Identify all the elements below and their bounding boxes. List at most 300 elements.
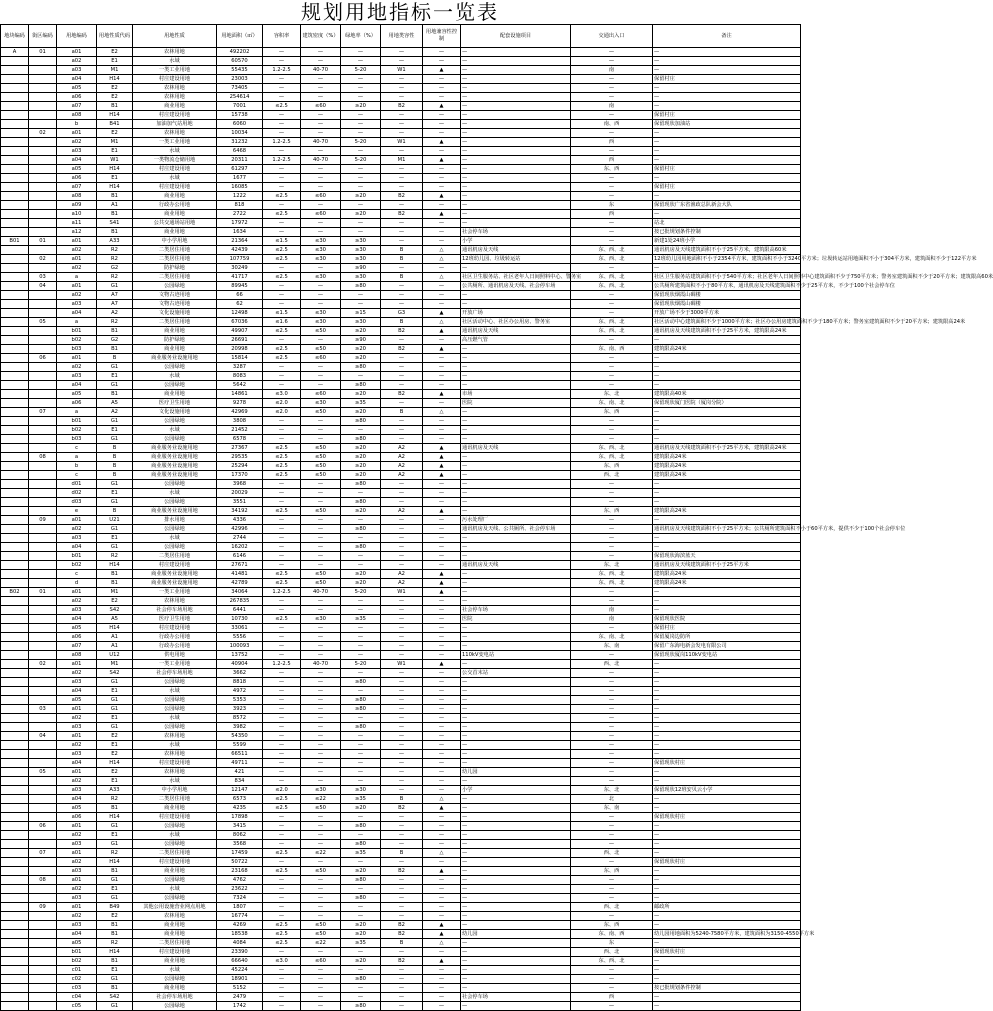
cell-area: 267835 — [217, 597, 263, 606]
cell-green-rate: ≥30 — [341, 273, 381, 282]
cell-land-code: a03 — [57, 894, 97, 903]
cell-compatibility-control: — — [423, 966, 461, 975]
cell-area: 1807 — [217, 903, 263, 912]
cell-remarks: 建筑限高24米 — [653, 462, 801, 471]
table-row — [1, 588, 801, 597]
cell-green-rate: ≥80 — [341, 435, 381, 444]
cell-area: 41481 — [217, 570, 263, 579]
cell-far: — — [263, 57, 301, 66]
cell-remarks: 保留现状12班安贝云小学 — [653, 786, 801, 795]
cell-compatibility-control: △ — [423, 255, 461, 264]
cell-density: — — [301, 750, 341, 759]
cell-remarks: 建筑限高24米 — [653, 570, 801, 579]
cell-area: 12147 — [217, 786, 263, 795]
cell-facilities: 小学 — [461, 786, 571, 795]
cell-land-code: a04 — [57, 615, 97, 624]
cell-access: — — [571, 147, 653, 156]
cell-green-rate: — — [341, 426, 381, 435]
cell-facilities: — — [461, 867, 571, 876]
cell-area: 20998 — [217, 345, 263, 354]
cell-plot-code: B01 — [1, 237, 29, 246]
cell-compatible-type: — — [381, 750, 423, 759]
cell-remarks: — — [653, 264, 801, 273]
cell-area: 6441 — [217, 606, 263, 615]
cell-land-nature: 公园绿地 — [133, 678, 217, 687]
cell-compatibility-control: ▲ — [423, 210, 461, 219]
cell-remarks: — — [653, 840, 801, 849]
cell-compatible-type: — — [381, 489, 423, 498]
cell-access: — — [571, 543, 653, 552]
cell-block-code: 03 — [29, 273, 57, 282]
cell-access: — — [571, 300, 653, 309]
cell-facilities: — — [461, 714, 571, 723]
cell-remarks: 建筑限高24米 — [653, 471, 801, 480]
cell-compatible-type: B — [381, 255, 423, 264]
cell-block-code — [29, 966, 57, 975]
cell-compatible-type: — — [381, 93, 423, 102]
cell-facilities: — — [461, 696, 571, 705]
cell-density: — — [301, 525, 341, 534]
cell-far: — — [263, 525, 301, 534]
cell-access: 北 — [571, 795, 653, 804]
cell-land-nature: 公园绿地 — [133, 696, 217, 705]
cell-land-code: a04 — [57, 687, 97, 696]
cell-far: — — [263, 147, 301, 156]
cell-compatible-type: — — [381, 624, 423, 633]
cell-compatible-type: — — [381, 948, 423, 957]
cell-plot-code — [1, 930, 29, 939]
cell-plot-code — [1, 813, 29, 822]
cell-nature-code: E1 — [97, 372, 133, 381]
cell-access: — — [571, 714, 653, 723]
cell-land-code: b01 — [57, 552, 97, 561]
cell-green-rate: 5-20 — [341, 660, 381, 669]
table-row — [1, 732, 801, 741]
cell-far: ≤1.5 — [263, 237, 301, 246]
cell-compatibility-control: — — [423, 948, 461, 957]
cell-far: — — [263, 768, 301, 777]
cell-compatible-type: — — [381, 651, 423, 660]
cell-land-nature: 公园绿地 — [133, 435, 217, 444]
cell-density: ≤50 — [301, 930, 341, 939]
cell-nature-code: B41 — [97, 120, 133, 129]
cell-green-rate: ≥80 — [341, 678, 381, 687]
cell-land-nature: 商业服务业设施用地 — [133, 471, 217, 480]
cell-green-rate: ≥80 — [341, 723, 381, 732]
cell-compatibility-control: — — [423, 651, 461, 660]
cell-nature-code: A5 — [97, 615, 133, 624]
cell-compatibility-control: — — [423, 489, 461, 498]
cell-area: 1222 — [217, 192, 263, 201]
cell-area: 42996 — [217, 525, 263, 534]
cell-remarks: 保留村庄 — [653, 75, 801, 84]
table-row — [1, 921, 801, 930]
cell-compatible-type: B2 — [381, 867, 423, 876]
cell-far: ≤2.5 — [263, 246, 301, 255]
cell-access: — — [571, 129, 653, 138]
cell-compatible-type: — — [381, 552, 423, 561]
cell-block-code — [29, 147, 57, 156]
cell-far: ≤2.0 — [263, 399, 301, 408]
header-facilities: 配套设施项目 — [461, 25, 571, 48]
table-row — [1, 705, 801, 714]
cell-compatible-type: — — [381, 714, 423, 723]
header-nature-code: 用地性质代码 — [97, 25, 133, 48]
table-row — [1, 471, 801, 480]
cell-area: 4269 — [217, 921, 263, 930]
cell-facilities: 社会停车场 — [461, 228, 571, 237]
table-row — [1, 885, 801, 894]
cell-facilities: — — [461, 381, 571, 390]
cell-far: — — [263, 624, 301, 633]
cell-access: — — [571, 732, 653, 741]
cell-remarks: — — [653, 777, 801, 786]
table-row — [1, 444, 801, 453]
table-row — [1, 201, 801, 210]
cell-facilities: — — [461, 498, 571, 507]
cell-access: 东、北 — [571, 561, 653, 570]
cell-plot-code: B02 — [1, 588, 29, 597]
cell-green-rate: — — [341, 300, 381, 309]
cell-green-rate: ≥15 — [341, 309, 381, 318]
cell-remarks: — — [653, 372, 801, 381]
cell-nature-code: B — [97, 444, 133, 453]
cell-facilities: — — [461, 831, 571, 840]
cell-compatibility-control: — — [423, 813, 461, 822]
cell-land-nature: 二类居住用地 — [133, 255, 217, 264]
cell-compatible-type: — — [381, 543, 423, 552]
table-row — [1, 75, 801, 84]
cell-land-code: a01 — [57, 768, 97, 777]
cell-remarks: — — [653, 939, 801, 948]
cell-far: — — [263, 633, 301, 642]
cell-access: 东、西、北 — [571, 327, 653, 336]
cell-remarks: — — [653, 57, 801, 66]
cell-compatible-type: — — [381, 129, 423, 138]
cell-area: 8818 — [217, 678, 263, 687]
cell-compatibility-control: — — [423, 984, 461, 993]
cell-nature-code: A33 — [97, 786, 133, 795]
cell-green-rate: — — [341, 516, 381, 525]
cell-nature-code: A33 — [97, 237, 133, 246]
cell-density: — — [301, 642, 341, 651]
cell-facilities: 通讯机房及天线 — [461, 327, 571, 336]
cell-block-code — [29, 561, 57, 570]
cell-land-code: a05 — [57, 390, 97, 399]
cell-density: — — [301, 912, 341, 921]
cell-compatibility-control: ▲ — [423, 921, 461, 930]
cell-remarks: 邮政所 — [653, 903, 801, 912]
cell-area: 16085 — [217, 183, 263, 192]
cell-nature-code: G1 — [97, 363, 133, 372]
cell-land-code: a05 — [57, 939, 97, 948]
cell-land-code: a03 — [57, 606, 97, 615]
cell-land-code: b01 — [57, 948, 97, 957]
cell-compatible-type: — — [381, 561, 423, 570]
cell-green-rate: — — [341, 687, 381, 696]
cell-nature-code: A7 — [97, 300, 133, 309]
cell-far: ≤2.0 — [263, 786, 301, 795]
cell-density: — — [301, 948, 341, 957]
cell-land-nature: 二类居住用地 — [133, 849, 217, 858]
cell-land-code: a04 — [57, 381, 97, 390]
cell-area: 42439 — [217, 246, 263, 255]
cell-land-code: b03 — [57, 345, 97, 354]
cell-land-nature: 行政办公用地 — [133, 633, 217, 642]
cell-block-code — [29, 525, 57, 534]
cell-density: — — [301, 498, 341, 507]
cell-density: — — [301, 228, 341, 237]
cell-far: 1.2-2.5 — [263, 156, 301, 165]
cell-facilities: — — [461, 534, 571, 543]
cell-remarks: — — [653, 714, 801, 723]
cell-far: — — [263, 696, 301, 705]
cell-nature-code: A1 — [97, 201, 133, 210]
cell-compatible-type: — — [381, 480, 423, 489]
cell-compatibility-control: ▲ — [423, 453, 461, 462]
cell-land-code: b02 — [57, 336, 97, 345]
cell-compatibility-control: — — [423, 624, 461, 633]
cell-green-rate: ≥20 — [341, 462, 381, 471]
cell-compatibility-control: — — [423, 696, 461, 705]
table-row — [1, 858, 801, 867]
cell-nature-code: E1 — [97, 831, 133, 840]
cell-remarks: 保留厦岗边防所 — [653, 633, 801, 642]
cell-land-code: c — [57, 444, 97, 453]
cell-density: — — [301, 651, 341, 660]
cell-access: — — [571, 678, 653, 687]
cell-compatibility-control: — — [423, 300, 461, 309]
cell-facilities: 通讯机房及天线、公共厕所、社会停车场 — [461, 525, 571, 534]
cell-facilities: 110kV变电站 — [461, 651, 571, 660]
cell-land-code: a03 — [57, 678, 97, 687]
cell-remarks: 建筑限高24米 — [653, 507, 801, 516]
cell-plot-code — [1, 903, 29, 912]
table-row — [1, 660, 801, 669]
cell-nature-code: B1 — [97, 192, 133, 201]
cell-plot-code — [1, 804, 29, 813]
cell-land-code: a03 — [57, 750, 97, 759]
cell-land-code: a02 — [57, 858, 97, 867]
cell-block-code — [29, 669, 57, 678]
cell-area: 54350 — [217, 732, 263, 741]
table-row — [1, 183, 801, 192]
cell-compatible-type: — — [381, 111, 423, 120]
table-row — [1, 264, 801, 273]
cell-remarks: 保留现状村庄 — [653, 858, 801, 867]
cell-block-code — [29, 381, 57, 390]
cell-land-nature: 公园绿地 — [133, 543, 217, 552]
cell-compatibility-control: △ — [423, 408, 461, 417]
cell-land-code: a03 — [57, 867, 97, 876]
cell-facilities: — — [461, 408, 571, 417]
cell-land-nature: 医疗卫生用地 — [133, 399, 217, 408]
cell-far: — — [263, 885, 301, 894]
cell-nature-code: G1 — [97, 525, 133, 534]
cell-far: — — [263, 264, 301, 273]
cell-nature-code: S42 — [97, 606, 133, 615]
cell-plot-code — [1, 120, 29, 129]
cell-remarks: — — [653, 138, 801, 147]
cell-block-code — [29, 912, 57, 921]
table-row — [1, 129, 801, 138]
cell-facilities: 通讯机房及天线 — [461, 561, 571, 570]
table-row — [1, 570, 801, 579]
cell-nature-code: U12 — [97, 651, 133, 660]
cell-compatibility-control: — — [423, 336, 461, 345]
cell-land-nature: 商业用地 — [133, 957, 217, 966]
cell-compatible-type: — — [381, 858, 423, 867]
cell-land-nature: 水域 — [133, 687, 217, 696]
table-row — [1, 354, 801, 363]
cell-remarks: — — [653, 876, 801, 885]
cell-plot-code — [1, 309, 29, 318]
cell-land-code: a05 — [57, 696, 97, 705]
cell-access: 东、西、北 — [571, 318, 653, 327]
cell-remarks: 保留广东海电新会发电有限公司 — [653, 642, 801, 651]
cell-plot-code — [1, 831, 29, 840]
cell-density: — — [301, 174, 341, 183]
cell-remarks: — — [653, 750, 801, 759]
cell-plot-code — [1, 633, 29, 642]
cell-remarks: — — [653, 498, 801, 507]
cell-area: 3662 — [217, 669, 263, 678]
cell-density: ≤22 — [301, 795, 341, 804]
table-row — [1, 831, 801, 840]
cell-land-nature: 农林用地 — [133, 129, 217, 138]
cell-area: 17898 — [217, 813, 263, 822]
header-green-rate: 绿地率（%） — [341, 25, 381, 48]
cell-nature-code: B1 — [97, 957, 133, 966]
cell-block-code — [29, 228, 57, 237]
cell-compatibility-control: ▲ — [423, 66, 461, 75]
cell-density: ≤60 — [301, 390, 341, 399]
cell-nature-code: U21 — [97, 516, 133, 525]
cell-compatible-type: W1 — [381, 138, 423, 147]
cell-facilities: — — [461, 129, 571, 138]
cell-block-code: 08 — [29, 453, 57, 462]
cell-compatibility-control: — — [423, 840, 461, 849]
cell-access: 东、西、北 — [571, 453, 653, 462]
header-access: 交通出入口 — [571, 25, 653, 48]
cell-green-rate: ≥80 — [341, 525, 381, 534]
cell-far: ≤1.6 — [263, 318, 301, 327]
cell-land-code: a03 — [57, 723, 97, 732]
cell-land-nature: 一类工业用地 — [133, 588, 217, 597]
cell-land-nature: 公园绿地 — [133, 1002, 217, 1011]
cell-far: — — [263, 606, 301, 615]
cell-far: — — [263, 84, 301, 93]
cell-land-nature: 公园绿地 — [133, 894, 217, 903]
cell-facilities: 开放广场 — [461, 309, 571, 318]
header-plot-code: 地块编码 — [1, 25, 29, 48]
cell-facilities: — — [461, 138, 571, 147]
cell-green-rate: — — [341, 372, 381, 381]
cell-land-nature: 社会停车场用地 — [133, 993, 217, 1002]
cell-block-code — [29, 264, 57, 273]
cell-block-code — [29, 678, 57, 687]
cell-access: — — [571, 768, 653, 777]
cell-area: 27367 — [217, 444, 263, 453]
cell-remarks: — — [653, 723, 801, 732]
cell-area: 60570 — [217, 57, 263, 66]
cell-area: 492202 — [217, 48, 263, 57]
table-row — [1, 543, 801, 552]
cell-remarks: 保留村庄 — [653, 165, 801, 174]
cell-green-rate: ≥20 — [341, 570, 381, 579]
cell-nature-code: B49 — [97, 903, 133, 912]
cell-facilities: — — [461, 894, 571, 903]
cell-compatibility-control: — — [423, 633, 461, 642]
cell-plot-code — [1, 489, 29, 498]
cell-land-code: a06 — [57, 633, 97, 642]
cell-compatible-type: — — [381, 57, 423, 66]
cell-facilities: — — [461, 489, 571, 498]
cell-nature-code: H14 — [97, 624, 133, 633]
cell-plot-code — [1, 210, 29, 219]
cell-plot-code — [1, 642, 29, 651]
table-row — [1, 516, 801, 525]
cell-far: 1.2-2.5 — [263, 588, 301, 597]
cell-plot-code — [1, 156, 29, 165]
cell-land-nature: 农林用地 — [133, 84, 217, 93]
cell-compatible-type: — — [381, 606, 423, 615]
cell-remarks: 公共厕所建筑面积不小于80平方米，通讯机房及天线建筑面积不少于25平方米，不少于100个社会停车位 — [654, 283, 895, 289]
cell-access: — — [571, 552, 653, 561]
cell-nature-code: E2 — [97, 129, 133, 138]
cell-far: — — [263, 732, 301, 741]
cell-far: — — [263, 741, 301, 750]
cell-compatibility-control: — — [423, 354, 461, 363]
cell-block-code — [29, 120, 57, 129]
cell-facilities: — — [461, 156, 571, 165]
cell-remarks: 开放广场不少于3000平方米 — [653, 309, 801, 318]
cell-access: — — [571, 597, 653, 606]
cell-area: 5152 — [217, 984, 263, 993]
cell-green-rate: ≥20 — [341, 354, 381, 363]
cell-density: — — [301, 678, 341, 687]
cell-land-nature: 排水用地 — [133, 516, 217, 525]
cell-far: ≤2.5 — [263, 570, 301, 579]
cell-area: 73405 — [217, 84, 263, 93]
cell-density: ≤30 — [301, 615, 341, 624]
cell-remarks: — — [653, 597, 801, 606]
cell-remarks: 通讯机房及天线建筑面积不小于25平方米，建筑限高24米 — [653, 444, 801, 453]
header-block-code: 街区编码 — [29, 25, 57, 48]
cell-compatibility-control: — — [423, 741, 461, 750]
cell-access: — — [571, 912, 653, 921]
cell-compatibility-control: ▲ — [423, 390, 461, 399]
cell-plot-code — [1, 687, 29, 696]
cell-plot-code — [1, 966, 29, 975]
cell-block-code: 04 — [29, 732, 57, 741]
cell-access: — — [571, 84, 653, 93]
cell-block-code — [29, 714, 57, 723]
cell-land-code: d — [57, 579, 97, 588]
cell-density: — — [301, 993, 341, 1002]
cell-area: 6573 — [217, 795, 263, 804]
cell-remarks: — — [653, 129, 801, 138]
cell-compatibility-control: — — [423, 777, 461, 786]
table-row — [1, 138, 801, 147]
table-row — [1, 552, 801, 561]
cell-compatibility-control: — — [423, 993, 461, 1002]
cell-remarks: 按已批规划条件控制 — [653, 228, 801, 237]
cell-land-code: a07 — [57, 642, 97, 651]
cell-plot-code — [1, 147, 29, 156]
cell-land-code: a03 — [57, 147, 97, 156]
cell-nature-code: S42 — [97, 669, 133, 678]
